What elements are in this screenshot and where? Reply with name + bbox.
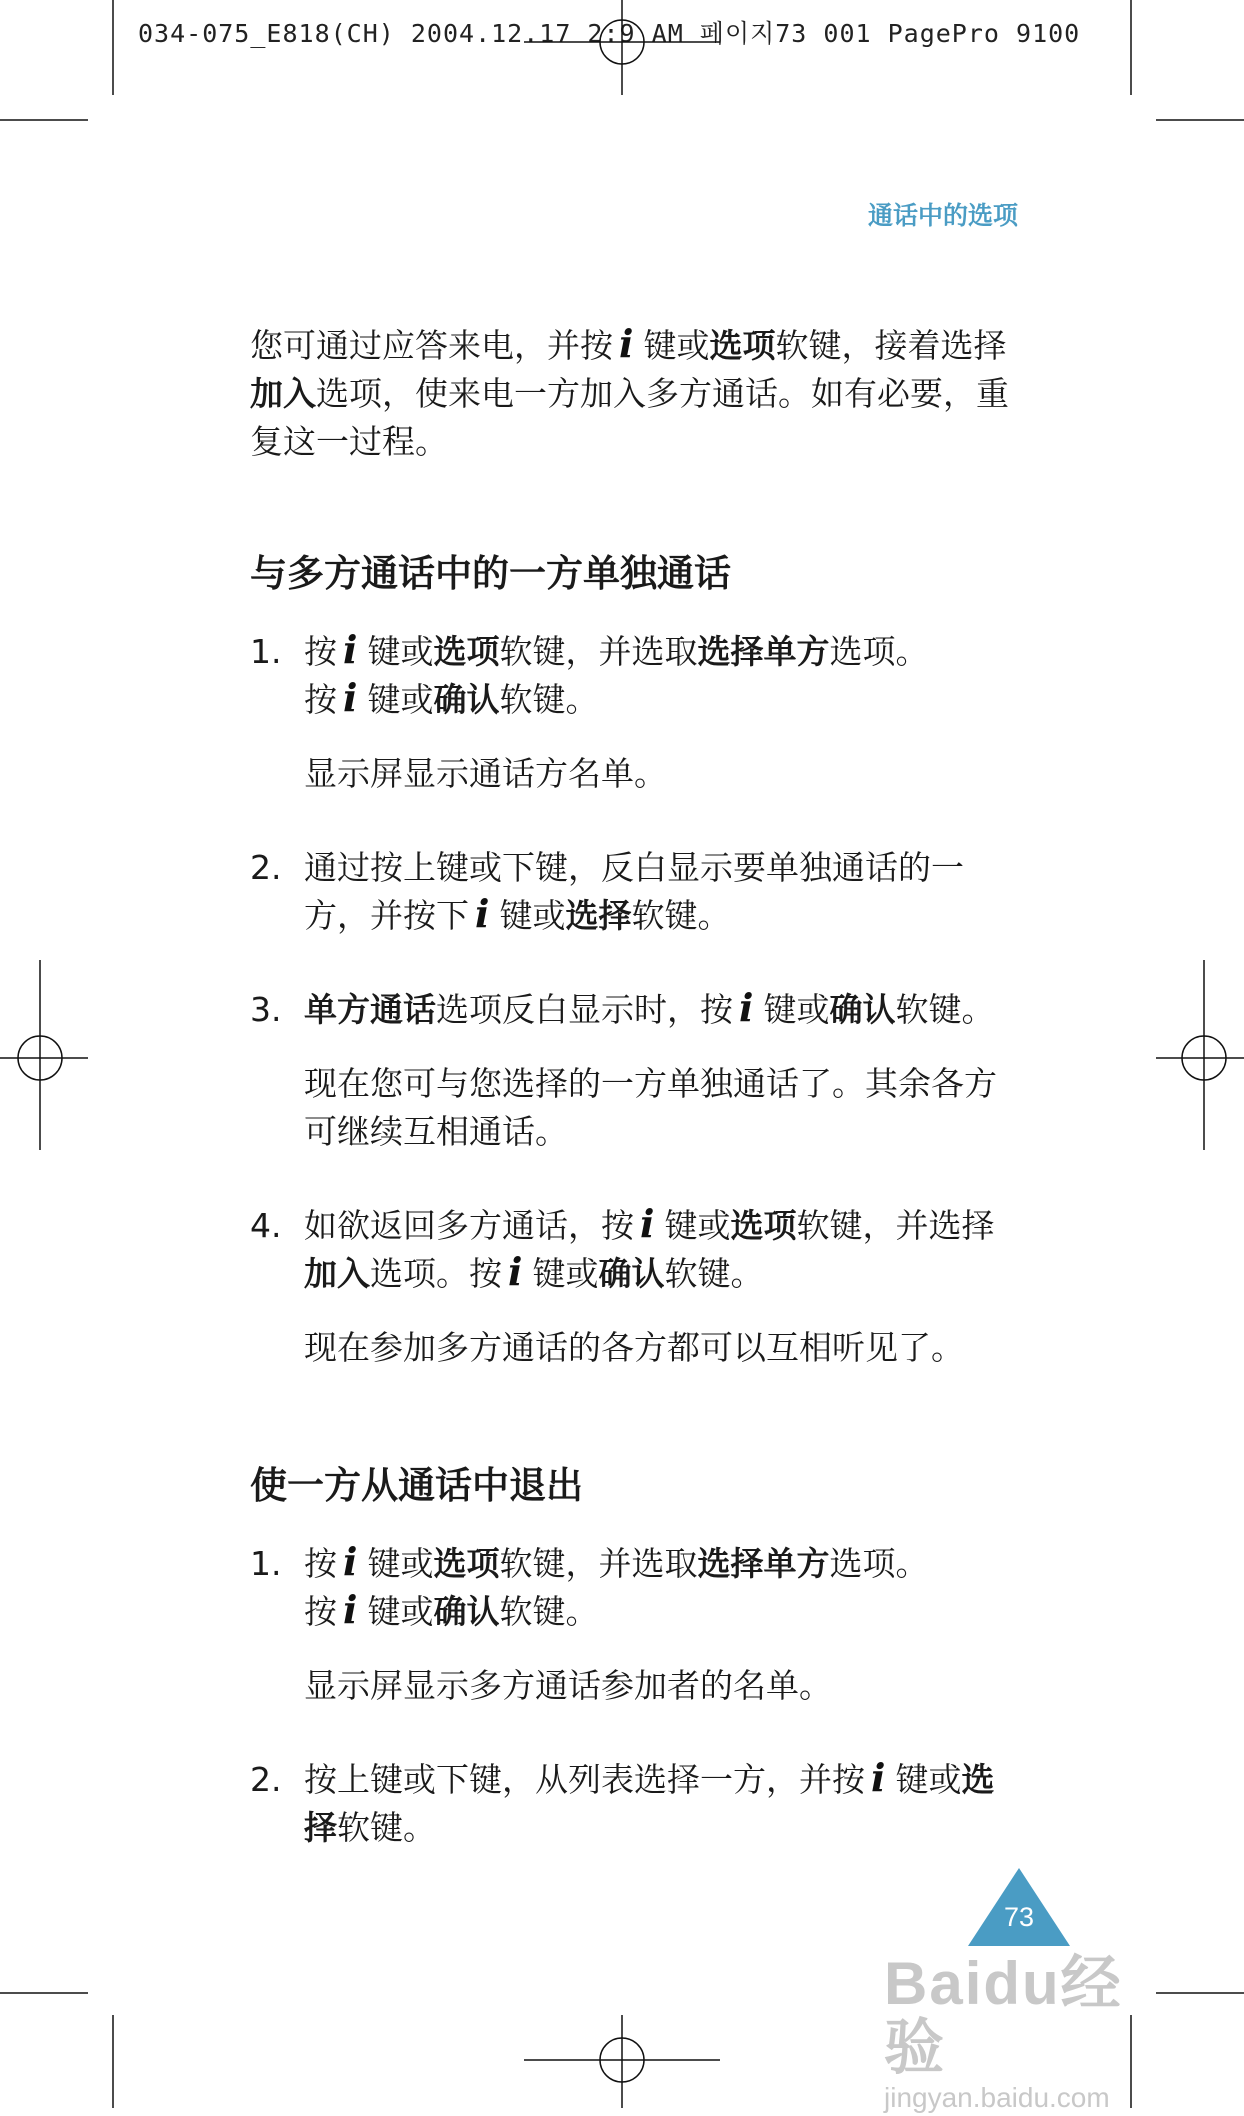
step-text: 按上键或下键，从列表选择一方，并按 i 键或选择软键。 [304, 1755, 995, 1847]
i-key-icon: i [619, 321, 634, 366]
step-number: 2. [250, 1760, 282, 1799]
step-number: 3. [250, 990, 282, 1029]
step-item [250, 986, 1020, 1156]
watermark-logo: Baidu经验 [884, 1950, 1123, 2081]
page-body [250, 322, 1020, 1852]
page-number: 73 [1003, 1902, 1035, 1932]
i-key-icon: i [343, 675, 358, 720]
step-note: 现在您可与您选择的一方单独通话了。其余各方可继续互相通话。 [304, 1064, 997, 1151]
watermark-url: jingyan.baidu.com [884, 2082, 1110, 2113]
intro-paragraph: 您可通过应答来电，并按 i 键或选项软键，接着选择加入选项，使来电一方加入多方通话。如有必要，重复这一过程。 [250, 321, 1009, 461]
i-key-icon: i [475, 891, 490, 936]
i-key-icon: i [343, 627, 358, 672]
step-note: 显示屏显示通话方名单。 [304, 754, 667, 793]
i-key-icon: i [508, 1249, 523, 1294]
running-head: 通话中的选项 [867, 201, 1018, 230]
step-number: 1. [250, 632, 282, 671]
section-heading: 使一方从通话中退出 [250, 1464, 583, 1507]
step-text: 如欲返回多方通话，按 i 键或选项软键，并选择加入选项。按 i 键或确认软键。 [304, 1201, 995, 1294]
step-number: 1. [250, 1544, 282, 1583]
step-text: 按 i 键或选项软键，并选取选择单方选项。 按 i 键或确认软键。 [304, 627, 929, 720]
watermark [884, 1952, 1184, 2116]
step-number: 2. [250, 848, 282, 887]
step-item [250, 844, 1020, 940]
step-item [250, 1756, 1020, 1852]
step-item [250, 628, 1020, 798]
step-text: 通过按上键或下键，反白显示要单独通话的一方，并按下 i 键或选择软键。 [304, 848, 964, 936]
i-key-icon: i [640, 1201, 655, 1246]
step-item [250, 1540, 1020, 1710]
step-item [250, 1202, 1020, 1372]
i-key-icon: i [343, 1587, 358, 1632]
i-key-icon: i [343, 1539, 358, 1584]
i-key-icon: i [739, 985, 754, 1030]
section-heading: 与多方通话中的一方单独通话 [250, 552, 731, 595]
step-text: 单方通话选项反白显示时，按 i 键或确认软键。 [304, 985, 995, 1030]
print-slug: 034-075_E818(CH) 2004.12.17 2:9 AM 페이지73 001 PagePro 9100 [138, 19, 1081, 48]
step-number: 4. [250, 1206, 282, 1245]
step-note: 显示屏显示多方通话参加者的名单。 [304, 1666, 832, 1705]
i-key-icon: i [871, 1755, 886, 1800]
step-note: 现在参加多方通话的各方都可以互相听见了。 [304, 1328, 964, 1367]
page-number-badge [968, 1868, 1070, 1946]
step-text: 按 i 键或选项软键，并选取选择单方选项。 按 i 键或确认软键。 [304, 1539, 929, 1632]
